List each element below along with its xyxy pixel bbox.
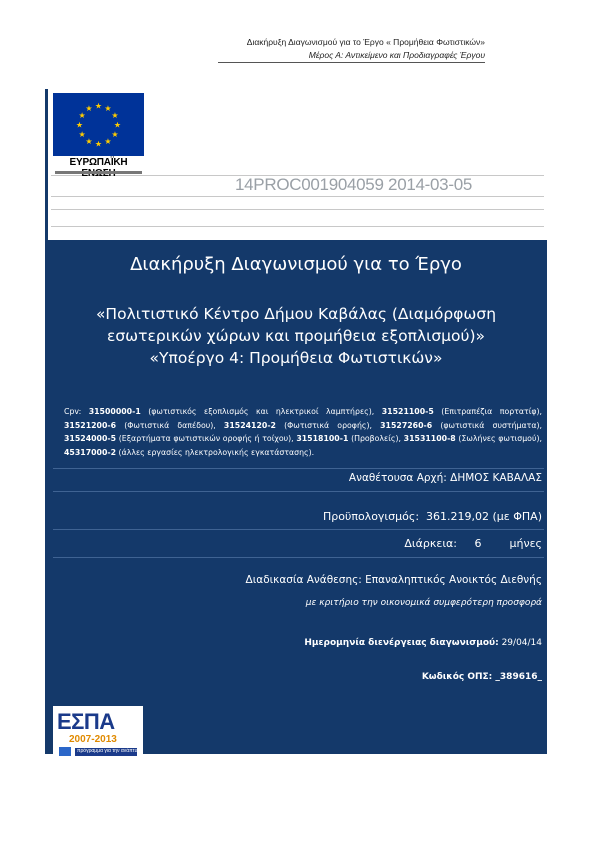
cpv-item [404,434,542,443]
ops-code [55,672,542,682]
procedure-label: Διαδικασία Ανάθεσης: [245,574,362,586]
duration-value: 6 [474,537,482,550]
header-line-1: Διακήρυξη Διαγωνισμού για το Έργο « Προμήθεια Φωτιστικών» [246,37,485,47]
duration [55,537,542,550]
eu-star-icon: ★ [85,136,93,146]
authority-value: ΔΗΜΟΣ ΚΑΒΑΛΑΣ [450,472,542,484]
cpv-item [64,421,216,430]
award-procedure [55,574,542,586]
eu-star-icon: ★ [75,120,84,130]
cpv-desc: (Επιτραπέζια πορτατίφ), [441,407,543,416]
cpv-code: 31527260-6 [380,420,433,430]
cpv-desc: (Φωτιστικά δαπέδου), [124,420,216,430]
cpv-desc: (φωτιστικός εξοπλισμός και ηλεκτρικοί λαμπτήρες), [148,407,375,416]
award-criterion: με κριτήριο την οικονομικά συμφερότερη προσφορά [305,598,542,608]
eu-label: ΕΥΡΩΠΑΪΚΗ [69,157,128,168]
budget-value: 361.219,02 (με ΦΠΑ) [426,510,542,523]
cpv-item [382,407,542,416]
eu-star-icon: ★ [111,130,119,139]
eu-flag-icon [53,93,144,156]
project-line-3: «Υποέργο 4: Προμήθεια Φωτιστικών» [149,349,443,367]
divider [53,468,544,469]
eu-sub-rule [55,171,142,174]
divider [53,529,544,530]
cpv-code: 31518100-1 [296,434,349,444]
procedure-value: Επαναληπτικός Ανοικτός Διεθνής [365,574,542,586]
duration-unit: μήνες [509,537,542,550]
procurement-code: 14PROC001904059 2014-03-05 [235,175,472,194]
contracting-authority [55,472,542,484]
eu-star-icon: ★ [94,139,103,149]
project-title [65,303,527,369]
cover-top-strip [45,89,547,240]
cpv-code: 31521100-5 [381,407,434,416]
greek-flag-icon [59,747,71,756]
divider [53,491,544,492]
eu-star-icon: ★ [104,136,112,146]
document-title: Διακήρυξη Διαγωνισμού για το Έργο [130,254,462,275]
cpv-desc: (Φωτιστικά οροφής), [284,420,372,430]
eu-star-icon: ★ [94,101,103,111]
tender-date [55,638,542,648]
cpv-item [296,434,401,443]
left-band [45,89,48,240]
budget [55,510,542,523]
header-divider [218,62,485,63]
cpv-item [64,448,314,457]
cpv-desc: (άλλες εργασίες ηλεκτρολογικής εγκατάστασης). [118,447,315,457]
cpv-code: 31524120-2 [223,420,276,430]
eu-star-icon: ★ [111,111,119,120]
divider [53,557,544,558]
eu-star-icon: ★ [85,104,93,114]
cpv-code: 45317000-2 [64,447,117,457]
cpv-item [64,434,294,443]
eu-star-icon: ★ [113,120,122,130]
cpv-code: 31521200-6 [64,420,117,430]
cpv-code: 31531100-8 [403,434,456,444]
page-header [247,36,485,62]
ruled-line [51,226,544,227]
ops-code-value: _389616_ [495,672,542,682]
eu-star-icon: ★ [78,130,86,139]
cpv-desc: (Σωλήνες φωτισμού), [458,434,542,444]
budget-label: Προϋπολογισμός: [322,510,420,523]
cpv-codes [64,405,542,459]
cpv-code: 31524000-5 [64,434,117,444]
authority-label: Αναθέτουσα Αρχή: [348,472,447,484]
tender-date-value: 29/04/14 [501,638,542,648]
cpv-item [224,421,372,430]
espa-years: 2007-2013 [69,734,117,745]
cpv-desc: (Εξαρτήματα φωτιστικών οροφής ή τοίχου), [118,434,294,444]
espa-slogan: πρόγραμμα για την ανάπτυξη [77,748,143,754]
eu-star-icon: ★ [104,104,112,114]
project-line-1: «Πολιτιστικό Κέντρο Δήμου Καβάλας (Διαμόρφωση [95,305,497,323]
ruled-line [51,209,544,210]
ops-code-label: Κωδικός ΟΠΣ: [421,672,493,682]
cover-panel [45,89,547,754]
espa-word: ΕΣΠΑ [57,709,115,734]
ruled-line [51,196,544,197]
cpv-code: 31500000-1 [88,407,141,416]
cpv-desc: (Προβολείς), [351,434,401,444]
espa-logo [53,706,143,764]
duration-label: Διάρκεια: [404,537,457,550]
cpv-label: Cpv: [64,407,82,416]
header-line-2: Μέρος Α: Αντικείμενο και Προδιαγραφές Έργου [308,50,485,60]
eu-star-icon: ★ [78,111,86,120]
cpv-item [380,421,542,430]
cpv-item [89,407,375,416]
tender-date-label: Ημερομηνία διενέργειας διαγωνισμού: [304,638,499,648]
eu-logo [53,93,144,176]
cpv-desc: (φωτιστικά συστήματα), [440,420,543,430]
project-line-2: εσωτερικών χώρων και προμήθεια εξοπλισμού)» [106,327,486,345]
